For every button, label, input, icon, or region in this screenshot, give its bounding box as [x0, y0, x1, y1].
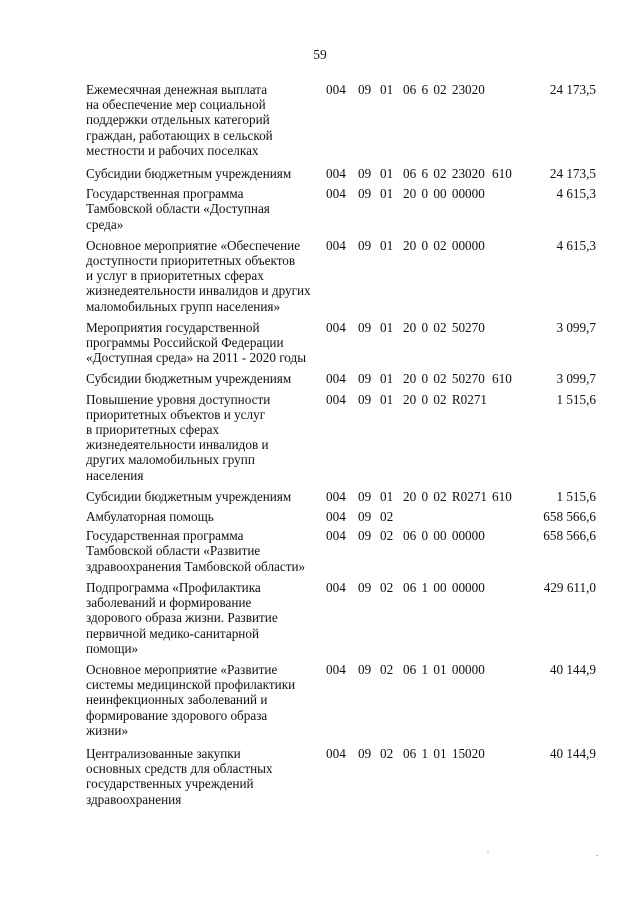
ministry-code: 004: [326, 82, 346, 97]
row-name: Государственная программа Тамбовской области «Доступная среда»: [86, 186, 270, 232]
amount: 24 173,5: [549, 82, 596, 97]
expense-type-code: 610: [492, 166, 512, 182]
subsection-code: 01: [380, 237, 394, 253]
amount: 3 099,7: [556, 371, 596, 387]
subsection-code: 01: [380, 82, 394, 97]
amount: 658 566,6: [543, 509, 596, 525]
ministry-code: 004: [326, 579, 346, 595]
section-code: 09: [358, 509, 372, 525]
section-code: 09: [358, 488, 372, 504]
amount: 40 144,9: [549, 661, 596, 677]
section-code: 09: [358, 186, 372, 202]
section-code: 09: [358, 319, 372, 335]
ministry-code: 004: [326, 745, 346, 761]
row-name: Подпрограмма «Профилактика заболеваний и формирование здорового образа жизни. Развитие первичной медико-санитарной помощи»: [86, 579, 278, 656]
table-row: [0, 371, 640, 386]
row-name: Субсидии бюджетным учреждениям: [86, 166, 292, 182]
table-row: [0, 166, 640, 181]
subsection-code: 01: [380, 371, 394, 387]
amount: 24 173,5: [549, 166, 596, 182]
amount: 4 615,3: [556, 186, 596, 202]
subsection-code: 02: [380, 579, 394, 595]
subsection-code: 01: [380, 186, 394, 202]
target-article-code: 20 0 02 R0271: [403, 488, 488, 504]
row-name: Государственная программа Тамбовской области «Развитие здравоохранения Тамбовской области»: [86, 528, 306, 574]
section-code: 09: [358, 391, 372, 407]
row-name: Ежемесячная денежная выплата на обеспечение мер социальной поддержки отдельных категорий граждан, работающих в сельской местности и рабочих поселках: [86, 82, 273, 158]
target-article-code: 06 1 00 00000: [403, 579, 485, 595]
subsection-code: 02: [380, 528, 394, 544]
ministry-code: 004: [326, 488, 346, 504]
table-row: [0, 186, 640, 232]
subsection-code: 01: [380, 319, 394, 335]
target-article-code: 20 0 02 00000: [403, 237, 485, 253]
table-row: [0, 746, 640, 807]
section-code: 09: [358, 661, 372, 677]
page-number: 59: [313, 47, 327, 62]
target-article-code: 06 1 01 00000: [403, 661, 485, 677]
table-row: [0, 662, 640, 738]
ministry-code: 004: [326, 509, 346, 525]
target-article-code: 20 0 00 00000: [403, 186, 485, 202]
section-code: 09: [358, 745, 372, 761]
amount: 429 611,0: [543, 579, 596, 595]
section-code: 09: [358, 528, 372, 544]
target-article-code: 20 0 02 50270: [403, 319, 485, 335]
subsection-code: 02: [380, 745, 394, 761]
ministry-code: 004: [326, 661, 346, 677]
amount: 4 615,3: [556, 237, 596, 253]
expense-type-code: 610: [492, 488, 512, 504]
table-row: [0, 320, 640, 366]
ministry-code: 004: [326, 237, 346, 253]
target-article-code: 06 6 02 23020: [403, 82, 485, 97]
amount: 1 515,6: [556, 391, 596, 407]
section-code: 09: [358, 82, 372, 97]
table-row: [0, 509, 640, 524]
subsection-code: 02: [380, 509, 394, 525]
row-name: Субсидии бюджетным учреждениям: [86, 488, 292, 504]
amount: 658 566,6: [543, 528, 596, 544]
budget-table: [0, 82, 640, 807]
subsection-code: 01: [380, 391, 394, 407]
amount: 40 144,9: [549, 745, 596, 761]
ministry-code: 004: [326, 528, 346, 544]
amount: 3 099,7: [556, 319, 596, 335]
table-row: [0, 528, 640, 574]
target-article-code: 06 6 02 23020: [403, 166, 485, 182]
ministry-code: 004: [326, 166, 346, 182]
table-row: [0, 580, 640, 656]
row-name: Основное мероприятие «Обеспечение доступности приоритетных объектов и услуг в приоритетных сферах жизнедеятельности инвалидов и других маломобильных групп населения»: [86, 237, 311, 314]
row-name: Централизованные закупки основных средств для областных государственных учреждений здравоохранения: [86, 745, 273, 807]
target-article-code: 06 1 01 15020: [403, 745, 485, 761]
subsection-code: 01: [380, 488, 394, 504]
table-row: [0, 392, 640, 483]
row-name: Субсидии бюджетным учреждениям: [86, 371, 292, 387]
amount: 1 515,6: [556, 488, 596, 504]
subsection-code: 02: [380, 661, 394, 677]
section-code: 09: [358, 579, 372, 595]
target-article-code: 20 0 02 50270: [403, 371, 485, 387]
subsection-code: 01: [380, 166, 394, 182]
section-code: 09: [358, 237, 372, 253]
ministry-code: 004: [326, 186, 346, 202]
expense-type-code: 610: [492, 371, 512, 387]
table-row: [0, 82, 640, 158]
scan-speck: [596, 855, 598, 856]
ministry-code: 004: [326, 391, 346, 407]
ministry-code: 004: [326, 319, 346, 335]
row-name: Повышение уровня доступности приоритетных объектов и услуг в приоритетных сферах жизнедеятельности инвалидов и других маломобильных групп населения: [86, 391, 271, 483]
table-row: [0, 238, 640, 314]
target-article-code: 06 0 00 00000: [403, 528, 485, 544]
target-article-code: 20 0 02 R0271: [403, 391, 488, 407]
row-name: Амбулаторная помощь: [86, 509, 214, 525]
table-row: [0, 489, 640, 504]
row-name: Основное мероприятие «Развитие системы медицинской профилактики неинфекционных заболеваний и формирование здорового образа жизни»: [86, 661, 296, 738]
scan-speck: [487, 852, 489, 853]
ministry-code: 004: [326, 371, 346, 387]
row-name: Мероприятия государственной программы Российской Федерации «Доступная среда» на 2011 - 2020 годы: [86, 319, 307, 366]
section-code: 09: [358, 371, 372, 387]
section-code: 09: [358, 166, 372, 182]
